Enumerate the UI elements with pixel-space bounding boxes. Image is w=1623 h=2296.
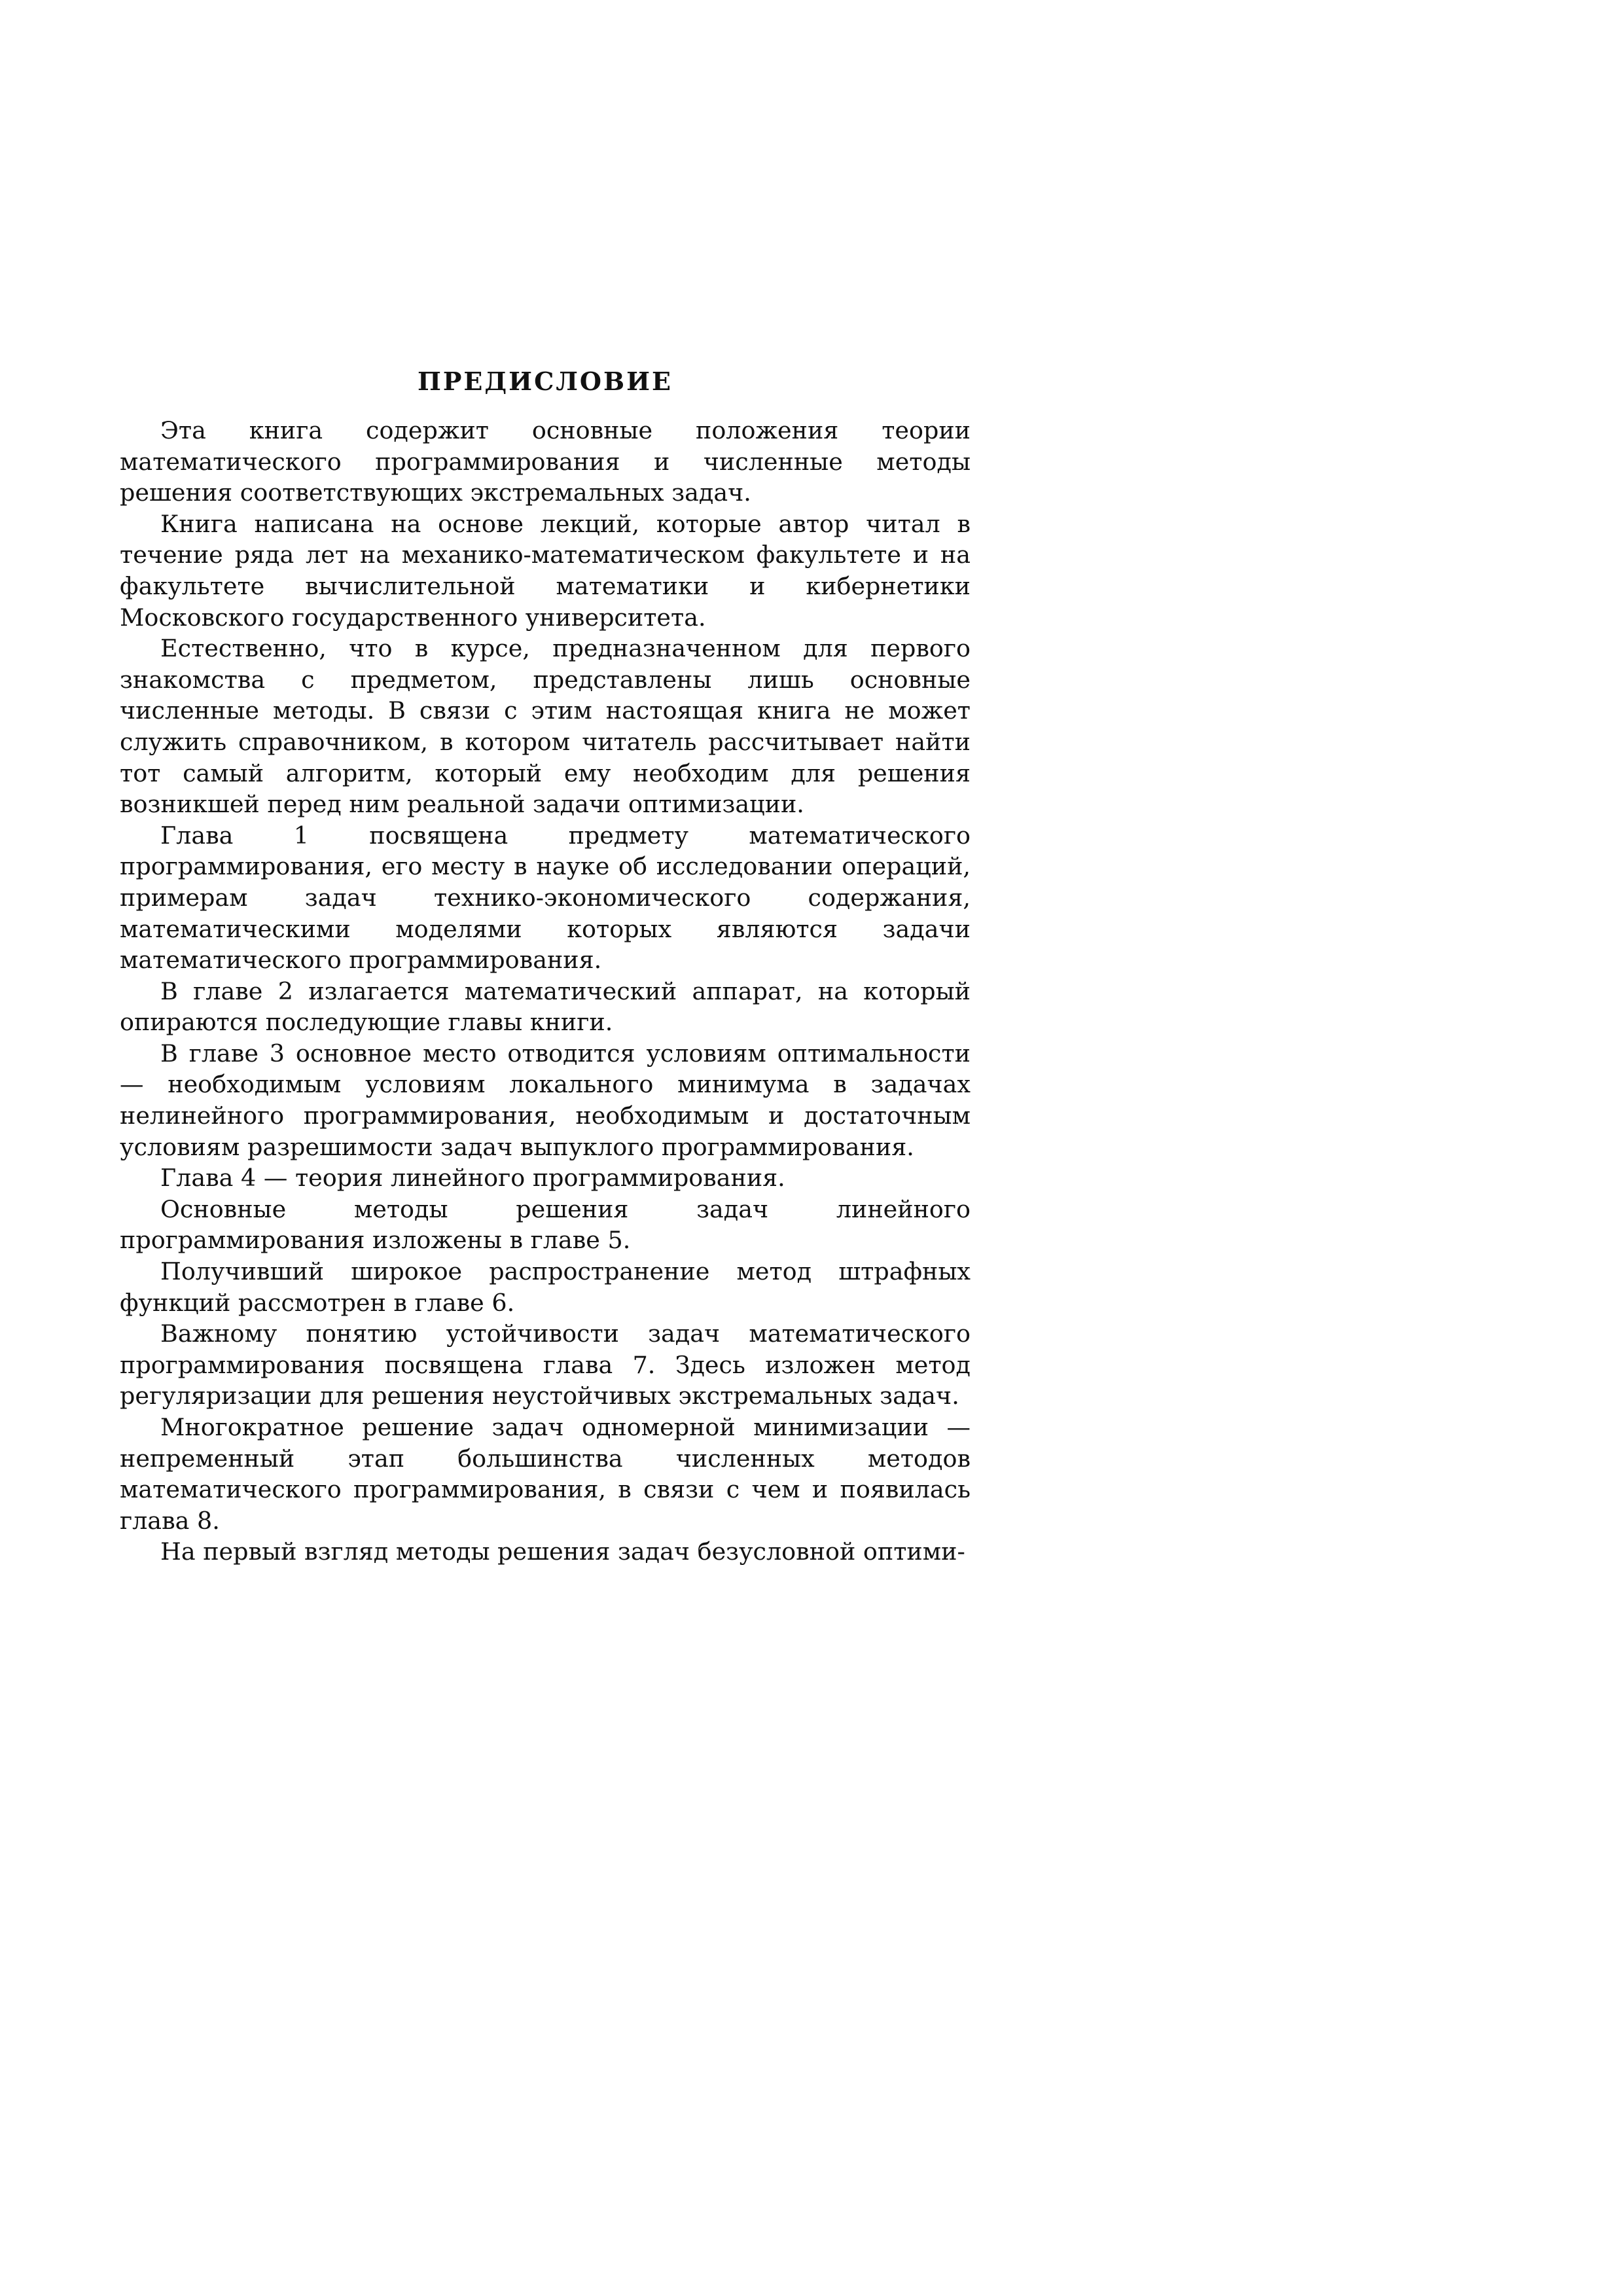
preface-text-block (120, 367, 971, 1568)
paragraph-10: Важному понятию устойчивости задач математического программирования посвящена глава 7. Здесь изложен метод регуляризации для решения неустойчивых экстремальных задач. (120, 1319, 971, 1410)
paragraph-9: Получивший широкое распространение метод штрафных функций рассмотрен в главе 6. (120, 1257, 971, 1317)
page-title: ПРЕДИСЛОВИЕ (417, 367, 673, 396)
paragraph-7: Глава 4 — теория линейного программирования. (160, 1164, 785, 1193)
paragraph-3: Естественно, что в курсе, предназначенном для первого знакомства с предметом, представлены лишь основные численные методы. В связи с этим настоящая книга не может служить справочником, в котором читатель рассчитывает найти тот самый алгоритм, который ему необходим для решения возникшей перед ним реальной задачи оптимизации. (120, 634, 971, 819)
paragraph-12: На первый взгляд методы решения задач безусловной оптими- (160, 1537, 965, 1566)
paragraph-2: Книга написана на основе лекций, которые автор читал в течение ряда лет на механико-математическом факультете и на факультете вычислительной математики и кибернетики Московского государственного университета. (120, 509, 971, 632)
paragraph-5: В главе 2 излагается математический аппарат, на который опираются последующие главы книги. (120, 977, 971, 1037)
paragraph-4: Глава 1 посвящена предмету математического программирования, его месту в науке об исследовании операций, примерам задач технико-экономического содержания, математическими моделями которых являются задачи математического программирования. (120, 821, 971, 975)
paragraph-8: Основные методы решения задач линейного программирования изложены в главе 5. (120, 1194, 971, 1255)
paragraph-11: Многократное решение задач одномерной минимизации — непременный этап большинства численных методов математического программирования, в связи с чем и появилась глава 8. (120, 1413, 971, 1535)
paragraph-6: В главе 3 основное место отводится условиям оптимальности — необходимым условиям локального минимума в задачах нелинейного программирования, необходимым и достаточным условиям разрешимости задач выпуклого программирования. (120, 1039, 971, 1161)
paragraph-1: Эта книга содержит основные положения теории математического программирования и численные методы решения соответствующих экстремальных задач. (120, 416, 971, 507)
